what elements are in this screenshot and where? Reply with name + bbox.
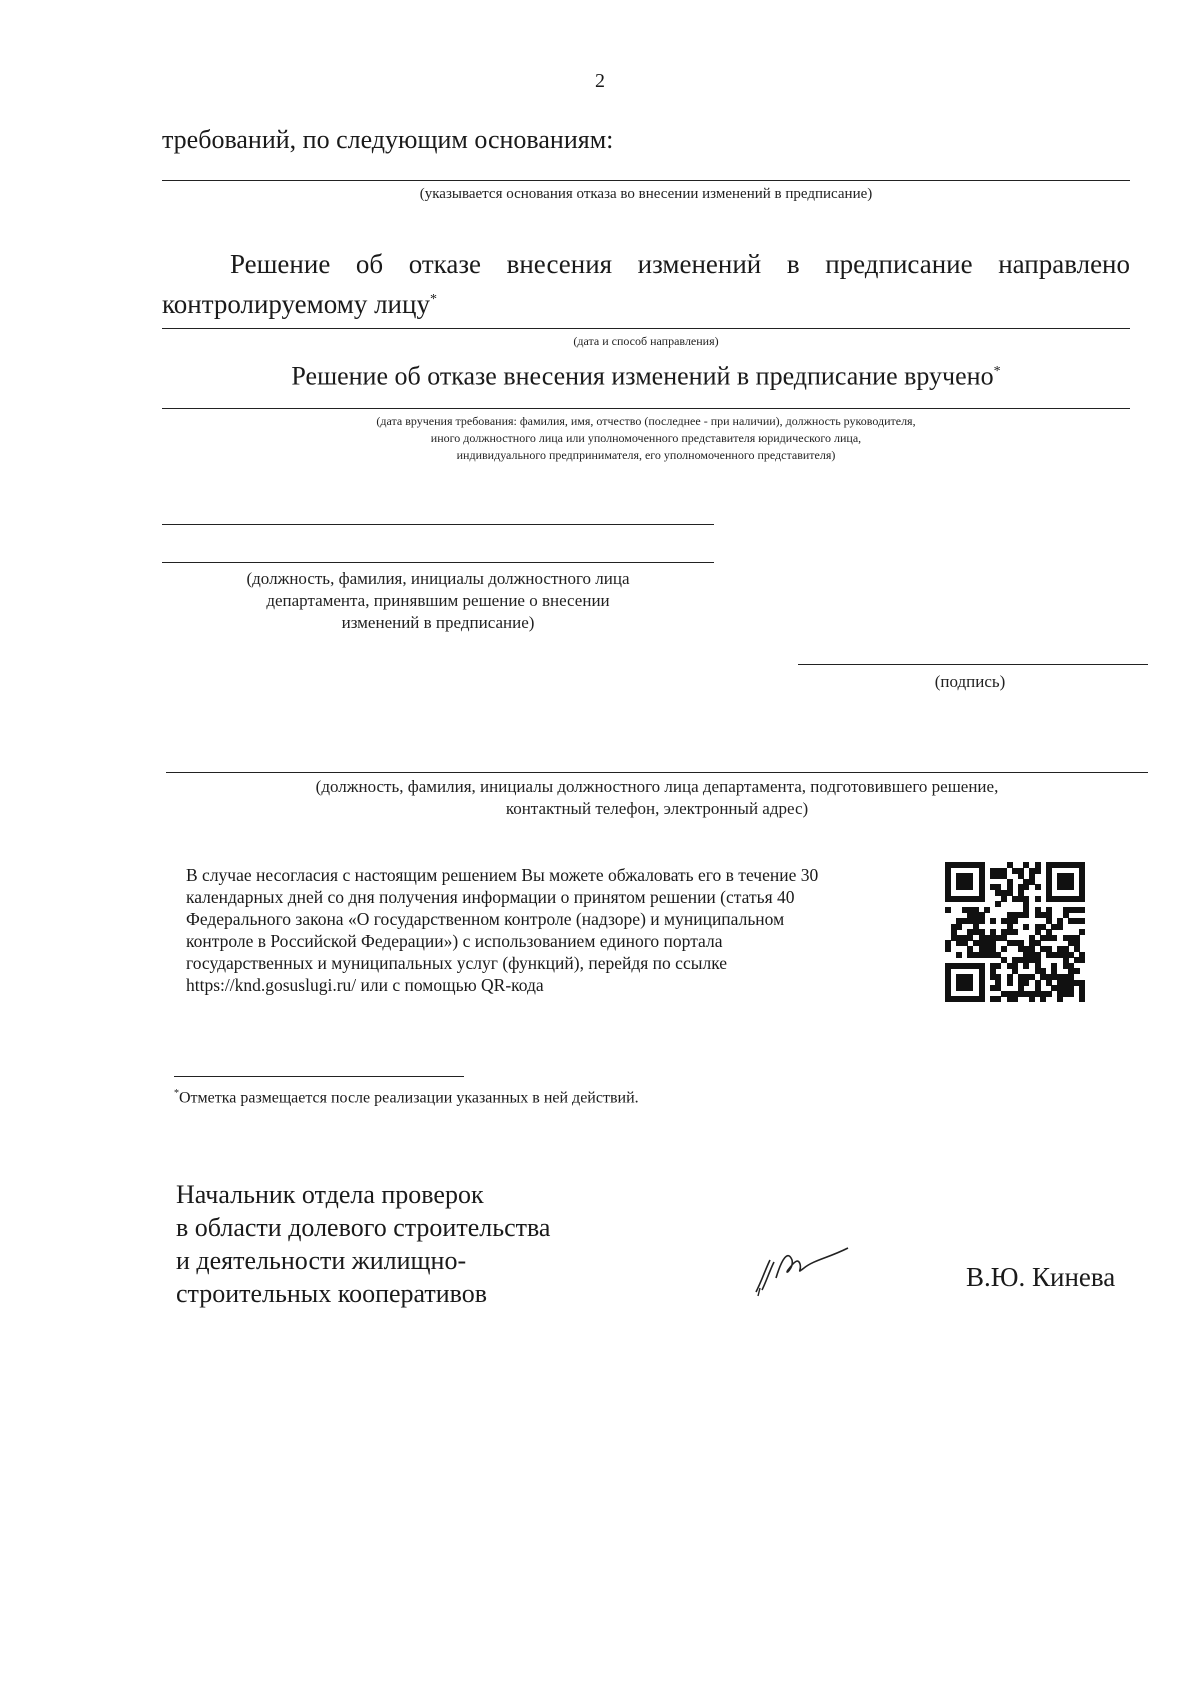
page-number: 2 (595, 70, 605, 92)
qr-module (1012, 929, 1018, 935)
official-caption-2: департамента, принявшим решение о внесении (266, 591, 610, 610)
qr-module (1029, 996, 1035, 1002)
signatory-name: В.Ю. Кинева (966, 1262, 1116, 1292)
delivered-text-label: Решение об отказе внесения изменений в предписание вручено (291, 361, 994, 391)
signature-line (798, 664, 1148, 665)
qr-module (1023, 884, 1029, 890)
delivered-underline (162, 408, 1130, 409)
qr-module (1079, 862, 1085, 902)
footnote-body: Отметка размещается после реализации указанных в ней действий. (179, 1089, 639, 1107)
qr-module (1040, 996, 1046, 1002)
qr-module (956, 952, 962, 958)
signatory-title-line: в области долевого строительства (176, 1213, 551, 1242)
qr-module (1023, 912, 1029, 918)
appeal-line: государственных и муниципальных услуг (функций), перейдя по ссылке (186, 953, 728, 973)
sent-underline (162, 328, 1130, 329)
qr-module (1057, 924, 1063, 930)
appeal-line: Федерального закона «О государственном контроле (надзоре) и муниципальном (186, 909, 785, 929)
qr-module (945, 946, 951, 952)
qr-module (979, 918, 985, 924)
delivered-text (162, 354, 1130, 395)
qr-module (1023, 924, 1029, 930)
appeal-line: В случае несогласия с настоящим решением Вы можете обжаловать его в течение 30 (186, 865, 819, 885)
qr-module (1012, 918, 1018, 924)
qr-module (1007, 980, 1013, 986)
handwritten-signature-icon (748, 1240, 868, 1300)
qr-module (1079, 907, 1085, 913)
official-line-2 (162, 562, 714, 563)
qr-module (995, 996, 1001, 1002)
qr-module (1046, 862, 1052, 902)
qr-module (984, 907, 990, 913)
official-line-1 (162, 524, 714, 525)
qr-module (1035, 884, 1041, 890)
signature-caption: (подпись) (934, 672, 1006, 691)
qr-module (1074, 968, 1080, 974)
footnote-text (174, 1088, 639, 1107)
qr-module (1079, 957, 1085, 963)
appeal-link-line: https://knd.gosuslugi.ru/ или с помощью QR-кода (186, 975, 544, 995)
footnote-marker: * (174, 1088, 179, 1099)
delivered-caption-1: (дата вручения требования: фамилия, имя, отчество (последнее - при наличии), должность руководителя, (376, 414, 916, 428)
qr-module (1023, 963, 1029, 969)
grounds-caption: (указывается основания отказа во внесении изменений в предписание) (419, 186, 873, 202)
grounds-underline (162, 180, 1130, 181)
signatory-title (176, 1178, 550, 1310)
appeal-text (186, 864, 926, 996)
qr-module (1035, 868, 1041, 874)
appeal-line: контроле в Российской Федерации») с использованием единого портала (186, 931, 723, 951)
grounds-lead-text: требований, по следующим основаниям: (162, 125, 614, 154)
qr-module (1001, 896, 1007, 902)
preparer-caption-2: контактный телефон, электронный адрес) (505, 799, 809, 818)
official-caption-1: (должность, фамилия, инициалы должностного лица (246, 569, 630, 588)
qr-module (1079, 918, 1085, 924)
qr-module (979, 963, 985, 1003)
qr-module (956, 974, 973, 991)
footnote-marker: * (993, 364, 1001, 379)
qr-module (1057, 873, 1074, 890)
qr-module (1057, 996, 1063, 1002)
signatory-title-line: строительных кооперативов (176, 1279, 488, 1308)
appeal-line: календарных дней со дня получения информации о принятом решении (статья 40 (186, 887, 795, 907)
qr-module (1051, 935, 1057, 941)
qr-module (990, 918, 996, 924)
qr-module (995, 901, 1001, 907)
preparer-caption-1: (должность, фамилия, инициалы должностного лица департамента, подготовившего решение, (315, 777, 999, 796)
preparer-underline (166, 772, 1148, 773)
delivered-caption-3: индивидуального предпринимателя, его уполномоченного представителя) (456, 448, 836, 462)
qr-module (995, 963, 1001, 969)
qr-module (1068, 991, 1074, 997)
qr-module (945, 862, 951, 902)
sent-text-line1: Решение об отказе внесения изменений в предписание направлено (230, 249, 1130, 279)
official-caption-3: изменений в предписание) (341, 613, 535, 632)
qr-module (979, 862, 985, 902)
qr-code-icon (945, 862, 1085, 1002)
qr-module (945, 907, 951, 913)
qr-module (1079, 929, 1085, 935)
sent-text-line2 (162, 282, 437, 322)
qr-module (945, 963, 951, 1003)
qr-module (956, 924, 962, 930)
qr-module (1012, 996, 1018, 1002)
signatory-title-line: Начальник отдела проверок (176, 1180, 484, 1209)
qr-module (956, 873, 973, 890)
footnote-marker: * (429, 292, 437, 307)
signatory-title-line: и деятельности жилищно- (176, 1246, 467, 1275)
qr-module (1057, 974, 1074, 991)
qr-module (1001, 946, 1007, 952)
footnote-separator (174, 1076, 464, 1077)
delivered-caption-2: иного должностного лица или уполномоченного представителя юридического лица, (430, 431, 862, 445)
qr-module (1023, 980, 1029, 986)
sent-caption: (дата и способ направления) (573, 334, 719, 348)
qr-module (1035, 896, 1041, 902)
qr-module (1079, 996, 1085, 1002)
sent-text-line2-label: контролируемому лицу (162, 289, 430, 319)
qr-module (1046, 991, 1052, 997)
